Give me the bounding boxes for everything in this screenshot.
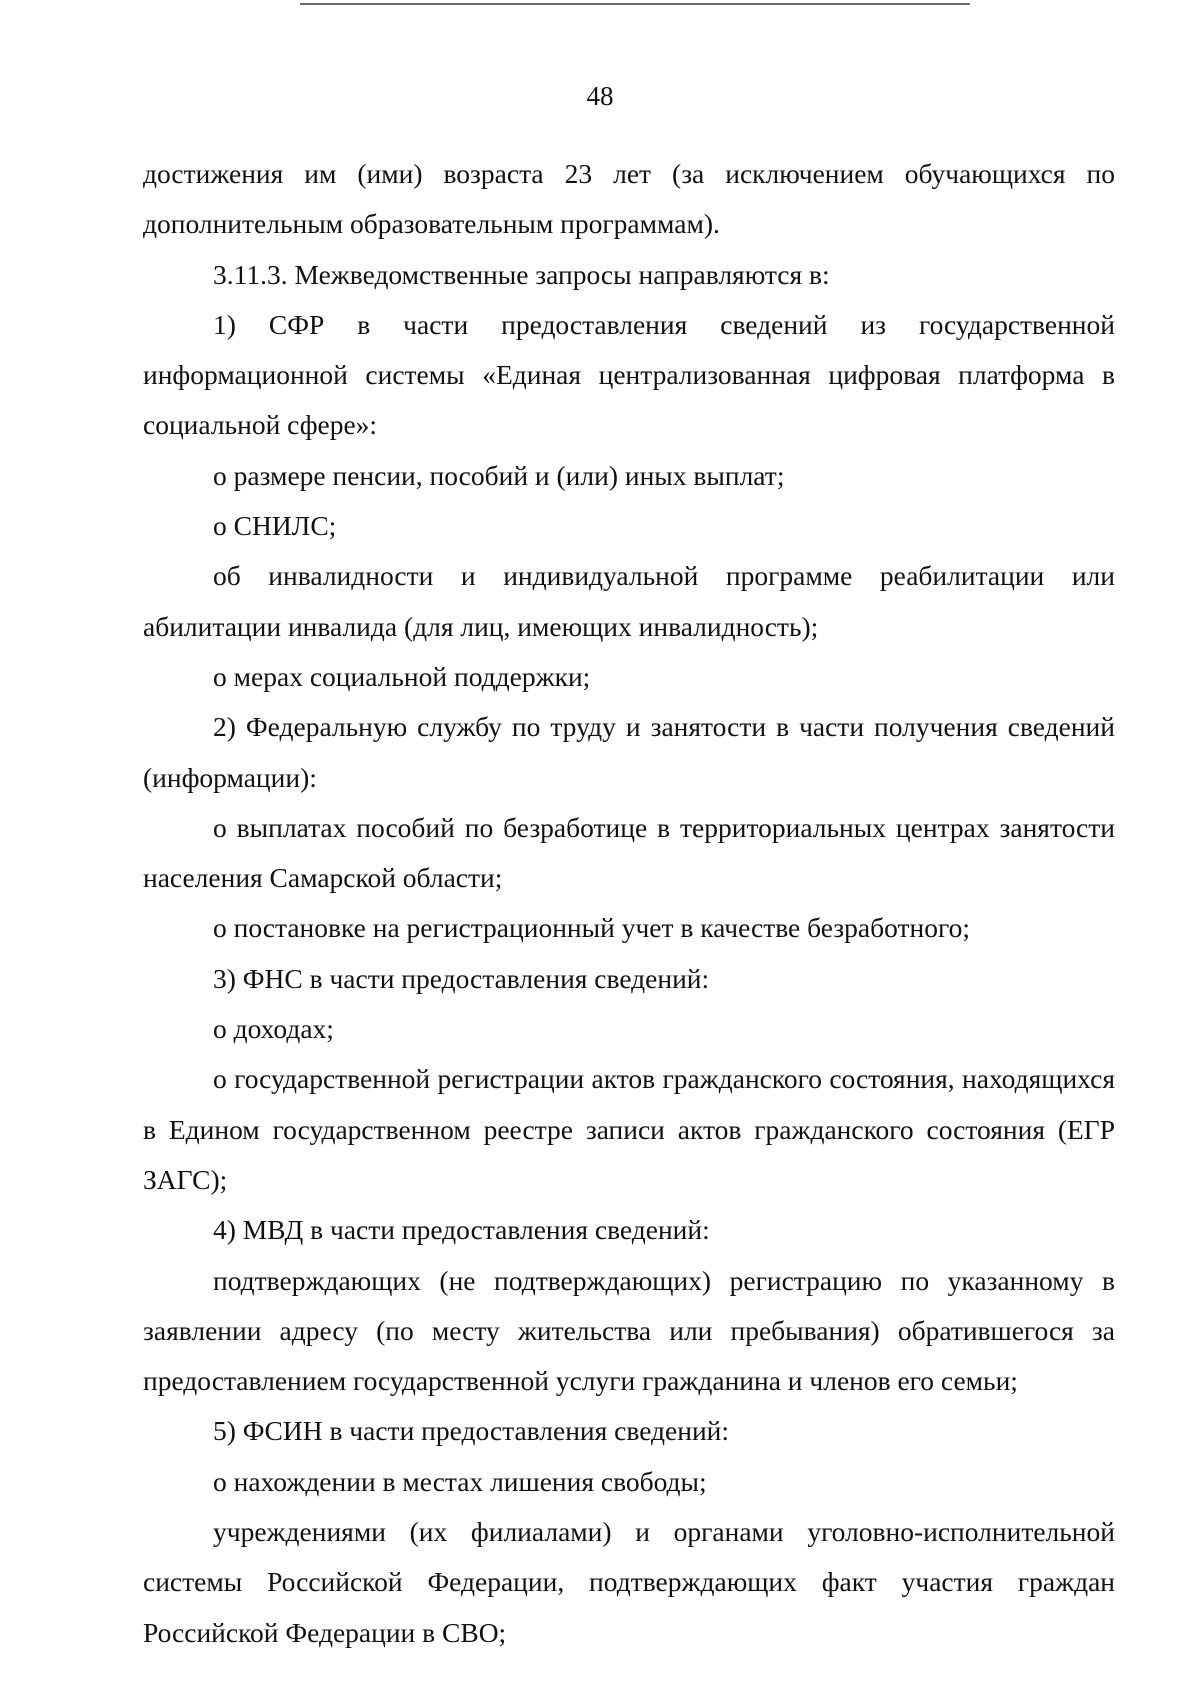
paragraph-subitem: о размере пенсии, пособий и (или) иных выплат;	[213, 459, 785, 491]
paragraph-subitem: о СНИЛС;	[213, 510, 337, 542]
paragraph-subitem: подтверждающих (не подтверждающих) регистрацию по указанному в заявлении адресу (по месту жительства или пребывания) обратившегося за предоставлением государственной услуги гражданина и членов его семьи;	[143, 1264, 1115, 1397]
paragraph-item-5-fsin: 5) ФСИН в части предоставления сведений:	[213, 1415, 730, 1447]
paragraph-item-3-fns: 3) ФНС в части предоставления сведений:	[213, 962, 710, 994]
paragraph-subitem: учреждениями (их филиалами) и органами уголовно-исполнительной системы Российской Федерации, подтверждающих факт участия граждан Российской Федерации в СВО;	[143, 1516, 1115, 1648]
paragraph-continuation: достижения им (ими) возраста 23 лет (за исключением обучающихся по дополнительным образовательным программам).	[143, 158, 1115, 240]
paragraph-subitem: о государственной регистрации актов гражданского состояния, находящихся в Едином государственном реестре записи актов гражданского состояния (ЕГР ЗАГС);	[143, 1063, 1115, 1195]
top-divider-line	[300, 3, 970, 5]
page-number: 48	[586, 81, 614, 111]
paragraph-subitem: о мерах социальной поддержки;	[213, 660, 591, 692]
paragraph-subitem: о выплатах пособий по безработице в территориальных центрах занятости населения Самарской области;	[143, 811, 1115, 894]
document-body	[143, 149, 1115, 1658]
paragraph-clause-3-11-3: 3.11.3. Межведомственные запросы направляются в:	[213, 258, 830, 290]
paragraph-item-2-employment-service: 2) Федеральную службу по труду и занятости в части получения сведений (информации):	[143, 711, 1115, 793]
paragraph-subitem: о доходах;	[213, 1013, 334, 1045]
paragraph-subitem: о нахождении в местах лишения свободы;	[213, 1465, 707, 1497]
paragraph-subitem: о постановке на регистрационный учет в качестве безработного;	[213, 912, 970, 944]
paragraph-item-4-mvd: 4) МВД в части предоставления сведений:	[213, 1214, 710, 1246]
paragraph-item-1-sfr: 1) СФР в части предоставления сведений из государственной информационной системы «Единая централизованная цифровая платформа в социальной сфере»:	[143, 308, 1115, 441]
paragraph-subitem: об инвалидности и индивидуальной программе реабилитации или абилитации инвалида (для лиц, имеющих инвалидность);	[143, 560, 1115, 642]
